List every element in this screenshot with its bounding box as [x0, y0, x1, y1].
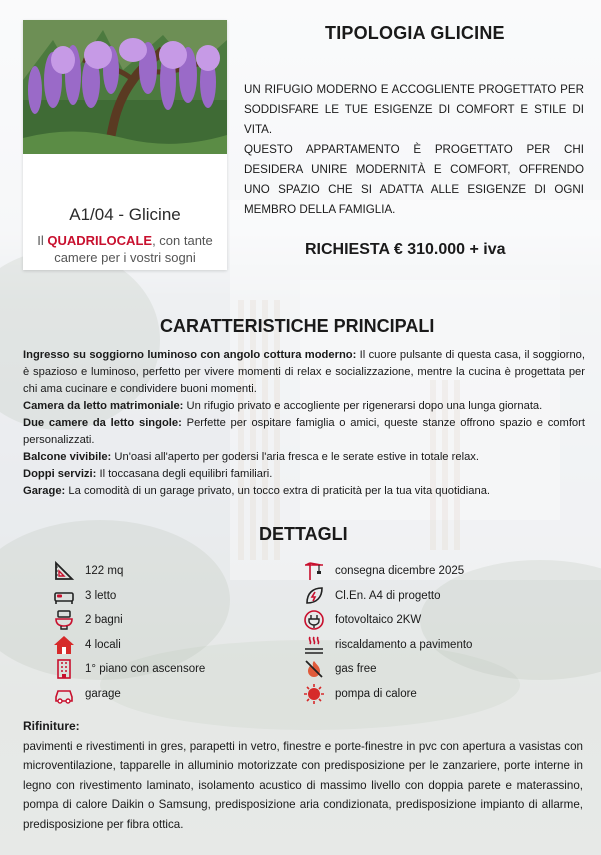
- intro-paragraph-1: UN RIFUGIO MODERNO E ACCOGLIENTE PROGETTATO PER SODDISFARE LE TUE ESIGENZE DI COMFORT E STILE DI VITA.: [244, 83, 584, 136]
- detail-item: gas free: [303, 657, 472, 682]
- apartment-code: A1/04 - Glicine: [69, 205, 181, 224]
- feature-item: Doppi servizi: Il toccasana degli equilibri familiari.: [23, 468, 273, 480]
- price-label: RICHIESTA € 310.000 + iva: [305, 241, 506, 258]
- detail-item: riscaldamento a pavimento: [303, 633, 472, 658]
- floor-heating-icon: [303, 634, 327, 656]
- details-right-column: [303, 559, 472, 706]
- feature-item: Due camere da letto singole: Perfette per ospitare famiglia o amici, queste stanze offrono spazio e comfort personalizzati.: [23, 417, 585, 446]
- bed-icon: [53, 585, 77, 607]
- toilet-icon: [53, 609, 77, 631]
- features-heading: CARATTERISTICHE PRINCIPALI: [160, 316, 435, 336]
- finishes-text: pavimenti e rivestimenti in gres, parapetti in vetro, finestre e porte-finestre in pvc con apertura a vasistas con microventilazione, tapparelle in alluminio motorizzate con predisposizione per le zanzariere, porte interne in legno con rivestimento laminato, isolamento acustico di massimo livello con doppia parete e materassino, pompa di calore Daikin o Samsung, predisposizione aria condizionata, predisposizione impianto di allarme, predisposizione per fibra ottica.: [23, 740, 583, 831]
- apartment-tagline: Il QUADRILOCALE, con tante camere per i vostri sogni: [37, 233, 213, 265]
- intro-paragraph-2: QUESTO APPARTAMENTO È PROGETTATO PER CHI DESIDERA UNIRE MODERNITÀ E COMFORT, OFFRENDO UNO SPAZIO CHE SI ADATTA ALLE ESIGENZE DI OGNI MEMBRO DELLA FAMIGLIA.: [244, 143, 584, 216]
- feature-item: Ingresso su soggiorno luminoso con angolo cottura moderno: Il cuore pulsante di questa casa, il soggiorno, è spazioso e luminoso, perfetto per vivere momenti di relax e socializzazione, mentre la cucina è progettata per chi ama cucinare e condividere buoni momenti.: [23, 349, 586, 395]
- detail-item: Cl.En. A4 di progetto: [303, 584, 472, 609]
- detail-item: garage: [53, 682, 205, 707]
- details-heading: DETTAGLI: [259, 524, 348, 544]
- area-ruler-icon: [53, 560, 77, 582]
- heat-pump-icon: [303, 683, 327, 705]
- detail-item: fotovoltaico 2KW: [303, 608, 472, 633]
- detail-item: 3 letto: [53, 584, 205, 609]
- building-elevator-icon: [53, 658, 77, 680]
- detail-item: 2 bagni: [53, 608, 205, 633]
- crane-icon: [303, 560, 327, 582]
- house-icon: [53, 634, 77, 656]
- no-gas-icon: [303, 658, 327, 680]
- detail-item: 1° piano con ascensore: [53, 657, 205, 682]
- feature-item: Balcone vivibile: Un'oasi all'aperto per godersi l'aria fresca e le serate estive in totale relax.: [23, 451, 479, 463]
- feature-item: Garage: La comodità di un garage privato, un tocco extra di praticità per la tua vita quotidiana.: [23, 485, 491, 497]
- feature-item: Camera da letto matrimoniale: Un rifugio privato e accogliente per rigenerarsi dopo una lunga giornata.: [23, 400, 543, 412]
- detail-item: 122 mq: [53, 559, 205, 584]
- page-title: TIPOLOGIA GLICINE: [325, 23, 505, 43]
- detail-item: consegna dicembre 2025: [303, 559, 472, 584]
- apartment-card: [23, 20, 227, 270]
- details-left-column: [53, 559, 205, 706]
- finishes-heading: Rifiniture:: [23, 719, 80, 733]
- detail-item: pompa di calore: [303, 682, 472, 707]
- car-icon: [53, 683, 77, 705]
- solar-plug-icon: [303, 609, 327, 631]
- detail-item: 4 locali: [53, 633, 205, 658]
- energy-leaf-icon: [303, 585, 327, 607]
- apartment-type-highlight: QUADRILOCALE: [47, 233, 153, 248]
- wisteria-illustration: [23, 20, 227, 154]
- features-list: [23, 347, 585, 500]
- intro-text: [244, 80, 584, 220]
